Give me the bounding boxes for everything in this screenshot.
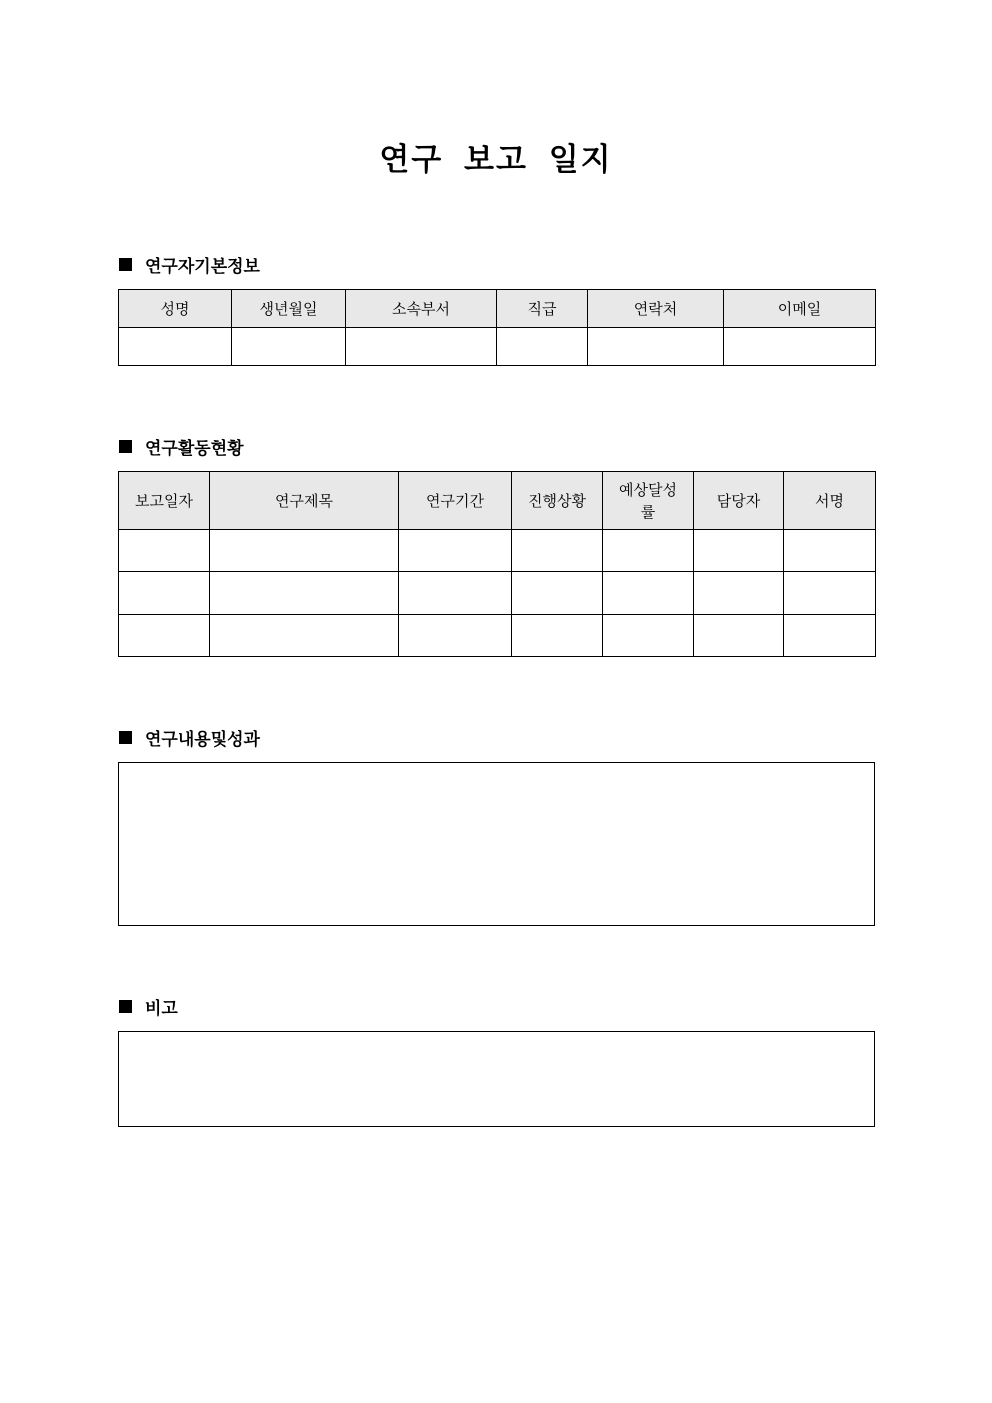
department-cell[interactable] xyxy=(346,328,497,366)
column-header-birthdate: 생년월일 xyxy=(232,290,346,328)
progress-cell[interactable] xyxy=(512,615,603,657)
square-bullet-icon xyxy=(119,1000,132,1013)
research-activity-table xyxy=(118,471,876,657)
table-header-row xyxy=(119,290,876,328)
section-heading-label: 연구활동현황 xyxy=(145,438,244,459)
column-header-research-period: 연구기간 xyxy=(399,472,512,530)
column-header-email: 이메일 xyxy=(724,290,876,328)
signature-cell[interactable] xyxy=(784,572,876,615)
column-header-department: 소속부서 xyxy=(346,290,497,328)
name-cell[interactable] xyxy=(119,328,232,366)
contact-cell[interactable] xyxy=(588,328,724,366)
section-heading-remarks xyxy=(119,994,178,1018)
section-heading-content xyxy=(119,725,260,749)
column-header-expected-rate: 예상달성률 xyxy=(603,472,694,530)
research-title-cell[interactable] xyxy=(210,530,399,572)
report-date-cell[interactable] xyxy=(119,572,210,615)
manager-cell[interactable] xyxy=(694,530,784,572)
section-heading-activity xyxy=(119,434,244,458)
column-header-progress: 진행상황 xyxy=(512,472,603,530)
signature-cell[interactable] xyxy=(784,530,876,572)
research-title-cell[interactable] xyxy=(210,615,399,657)
table-row xyxy=(119,530,876,572)
progress-cell[interactable] xyxy=(512,530,603,572)
page-title: 연구 보고 일지 xyxy=(379,142,613,178)
birthdate-cell[interactable] xyxy=(232,328,346,366)
table-header-row xyxy=(119,472,876,530)
manager-cell[interactable] xyxy=(694,572,784,615)
column-header-manager: 담당자 xyxy=(694,472,784,530)
research-title-cell[interactable] xyxy=(210,572,399,615)
square-bullet-icon xyxy=(119,440,132,453)
expected-rate-cell[interactable] xyxy=(603,530,694,572)
section-heading-basic-info xyxy=(119,252,260,276)
square-bullet-icon xyxy=(119,258,132,271)
expected-rate-cell[interactable] xyxy=(603,572,694,615)
table-row xyxy=(119,328,876,366)
table-row xyxy=(119,572,876,615)
report-date-cell[interactable] xyxy=(119,530,210,572)
signature-cell[interactable] xyxy=(784,615,876,657)
column-header-name: 성명 xyxy=(119,290,232,328)
square-bullet-icon xyxy=(119,731,132,744)
remarks-box[interactable] xyxy=(118,1031,875,1127)
manager-cell[interactable] xyxy=(694,615,784,657)
email-cell[interactable] xyxy=(724,328,876,366)
section-heading-label: 비고 xyxy=(145,998,178,1019)
column-header-report-date: 보고일자 xyxy=(119,472,210,530)
column-header-position: 직급 xyxy=(497,290,588,328)
table-row xyxy=(119,615,876,657)
research-period-cell[interactable] xyxy=(399,615,512,657)
progress-cell[interactable] xyxy=(512,572,603,615)
report-date-cell[interactable] xyxy=(119,615,210,657)
column-header-signature: 서명 xyxy=(784,472,876,530)
section-heading-label: 연구자기본정보 xyxy=(145,256,260,277)
column-header-contact: 연락처 xyxy=(588,290,724,328)
expected-rate-cell[interactable] xyxy=(603,615,694,657)
researcher-info-table xyxy=(118,289,876,366)
research-period-cell[interactable] xyxy=(399,530,512,572)
column-header-research-title: 연구제목 xyxy=(210,472,399,530)
section-heading-label: 연구내용및성과 xyxy=(145,729,260,750)
research-period-cell[interactable] xyxy=(399,572,512,615)
position-cell[interactable] xyxy=(497,328,588,366)
research-content-box[interactable] xyxy=(118,762,875,926)
